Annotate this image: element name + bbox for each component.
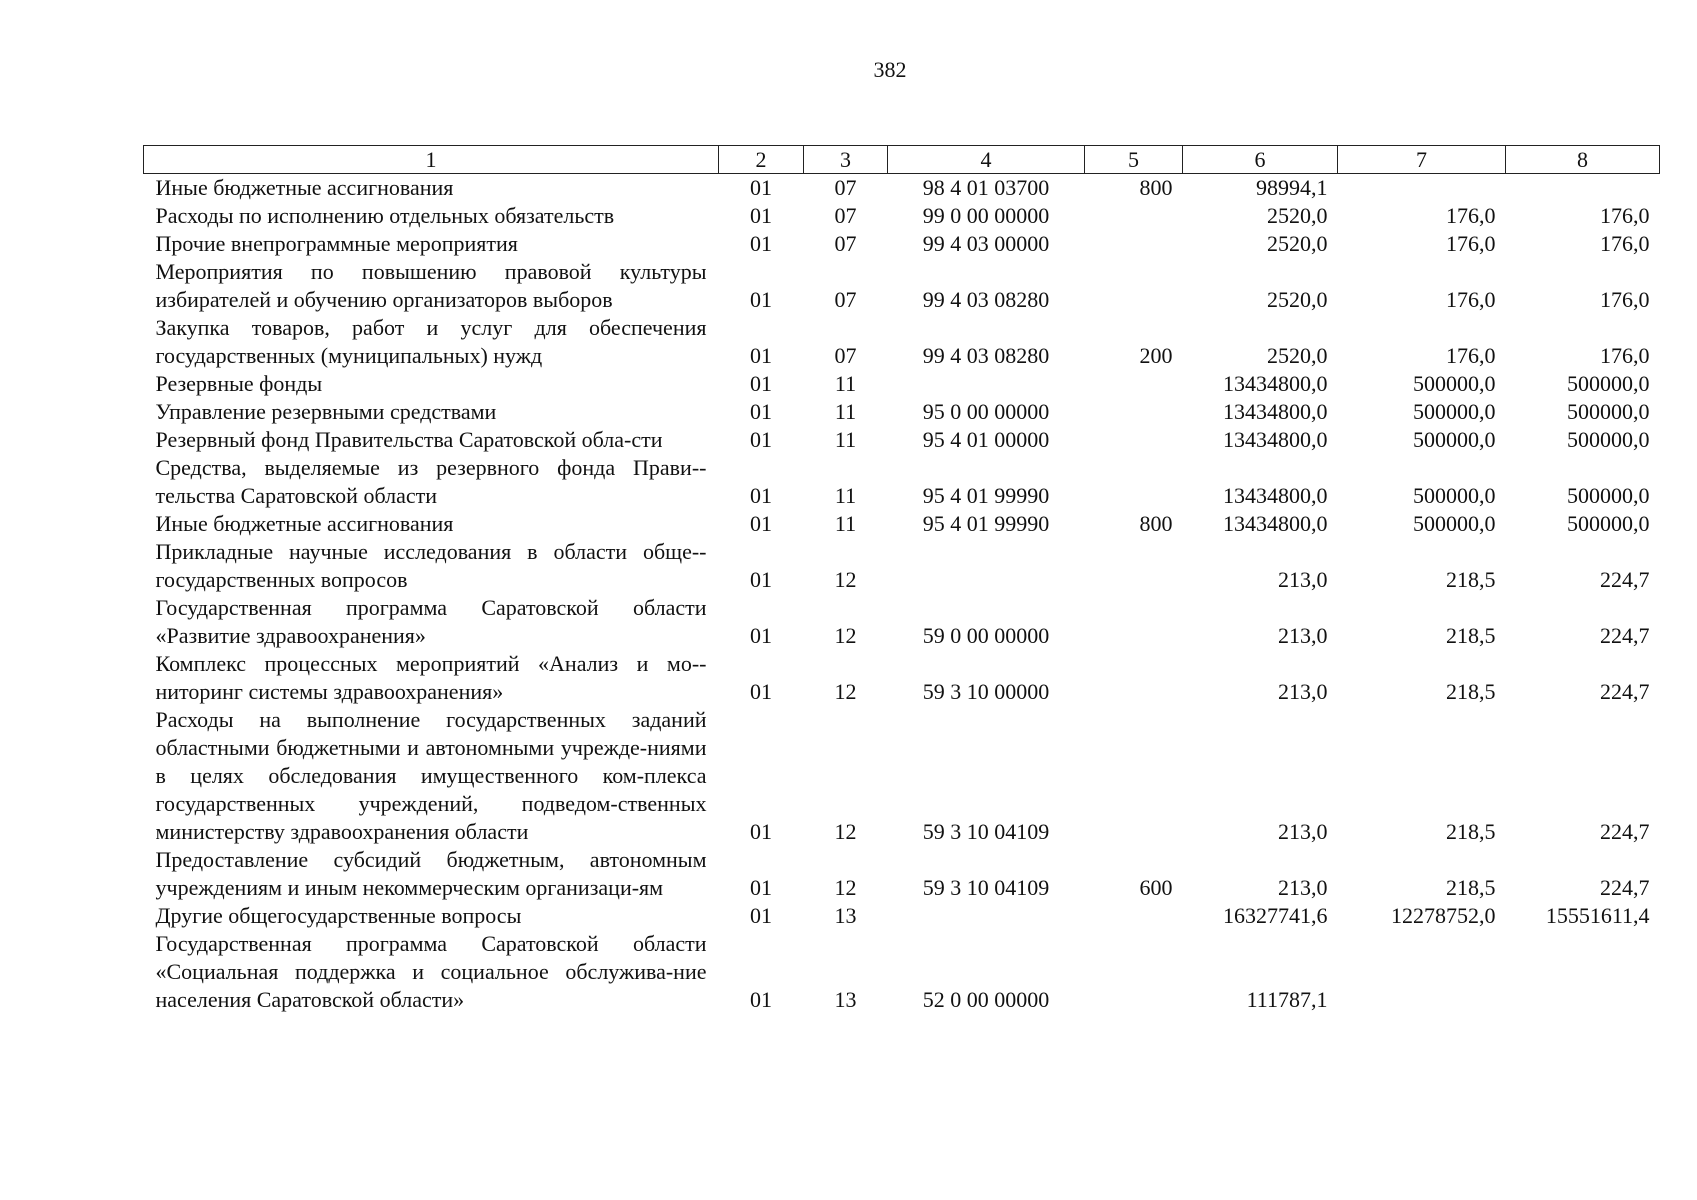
target-article: 95 4 01 00000 [922,427,1050,452]
section-code: 01 [750,679,772,704]
row-name: Резервные фонды [155,371,323,396]
target-article: 52 0 00 00000 [922,987,1050,1012]
subsection-code: 11 [834,511,857,536]
target-article: 59 3 10 04109 [922,819,1050,844]
table-row [144,706,1660,846]
subsection-code: 07 [834,203,857,228]
expense-type [1085,398,1183,426]
table-row [144,594,1660,650]
amount-col7: 218,5 [1446,819,1496,844]
amount-col6: 213,0 [1278,623,1328,648]
amount-col7: 12278752,0 [1391,903,1496,928]
section-code: 01 [750,175,772,200]
section-code: 01 [750,875,772,900]
amount-col6: 2520,0 [1267,203,1328,228]
target-article [888,538,1085,594]
target-article: 99 4 03 08280 [922,287,1050,312]
budget-table [143,145,1660,1014]
amount-col8: 500000,0 [1567,427,1650,452]
subsection-code: 07 [834,231,857,256]
subsection-code: 11 [834,371,857,396]
amount-col8 [1506,174,1660,203]
amount-col7: 218,5 [1446,567,1496,592]
amount-col6: 98994,1 [1256,175,1328,200]
subsection-code: 13 [834,903,857,928]
amount-col7: 218,5 [1446,623,1496,648]
table-row [144,258,1660,314]
table-row [144,454,1660,510]
section-code: 01 [750,231,772,256]
row-name: Резервный фонд Правительства Саратовской обла-сти [155,427,663,452]
expense-type [1085,594,1183,650]
table-row [144,510,1660,538]
amount-col7: 500000,0 [1413,511,1496,536]
subsection-code: 11 [834,483,857,508]
row-name: Мероприятия по повышению правовой культуры избирателей и обучению организаторов выборов [155,259,707,312]
expense-type: 200 [1139,343,1173,368]
amount-col6: 213,0 [1278,567,1328,592]
subsection-code: 07 [834,343,857,368]
target-article: 95 4 01 99990 [922,483,1050,508]
subsection-code: 11 [834,399,857,424]
column-header: 8 [1506,146,1660,174]
column-header: 4 [888,146,1085,174]
row-name: Закупка товаров, работ и услуг для обеспечения государственных (муниципальных) нужд [155,315,707,368]
table-row [144,650,1660,706]
table-row [144,426,1660,454]
section-code: 01 [750,399,772,424]
column-header: 7 [1338,146,1506,174]
row-name: Иные бюджетные ассигнования [155,511,454,536]
row-name: Другие общегосударственные вопросы [155,903,522,928]
amount-col6: 2520,0 [1267,287,1328,312]
amount-col8: 224,7 [1600,819,1650,844]
section-code: 01 [750,903,772,928]
amount-col7: 500000,0 [1413,399,1496,424]
amount-col8: 224,7 [1600,623,1650,648]
column-header: 1 [144,146,719,174]
subsection-code: 12 [834,623,857,648]
amount-col8: 500000,0 [1567,483,1650,508]
amount-col8: 176,0 [1600,231,1650,256]
amount-col6: 2520,0 [1267,231,1328,256]
expense-type [1085,538,1183,594]
amount-col7: 176,0 [1446,343,1496,368]
amount-col8: 224,7 [1600,679,1650,704]
amount-col8: 500000,0 [1567,399,1650,424]
amount-col7: 176,0 [1446,287,1496,312]
subsection-code: 12 [834,567,857,592]
subsection-code: 13 [834,987,857,1012]
target-article: 95 0 00 00000 [922,399,1050,424]
amount-col7: 500000,0 [1413,427,1496,452]
amount-col6: 13434800,0 [1223,371,1328,396]
column-header: 2 [719,146,804,174]
expense-type [1085,706,1183,846]
row-name: Иные бюджетные ассигнования [155,175,454,200]
section-code: 01 [750,511,772,536]
column-header: 6 [1183,146,1338,174]
expense-type [1085,930,1183,1014]
target-article: 99 0 00 00000 [922,203,1050,228]
expense-type [1085,370,1183,398]
column-header: 3 [804,146,888,174]
target-article: 99 4 03 00000 [922,231,1050,256]
amount-col6: 16327741,6 [1223,903,1328,928]
amount-col6: 13434800,0 [1223,483,1328,508]
amount-col6: 13434800,0 [1223,399,1328,424]
subsection-code: 12 [834,819,857,844]
subsection-code: 12 [834,875,857,900]
section-code: 01 [750,567,772,592]
section-code: 01 [750,623,772,648]
amount-col7: 218,5 [1446,875,1496,900]
target-article [888,902,1085,930]
table-row [144,230,1660,258]
expense-type [1085,202,1183,230]
table-header [144,146,1660,174]
amount-col6: 13434800,0 [1223,427,1328,452]
amount-col7: 176,0 [1446,203,1496,228]
amount-col8 [1506,930,1660,1014]
target-article: 59 0 00 00000 [922,623,1050,648]
table-row [144,538,1660,594]
table-row [144,202,1660,230]
expense-type [1085,650,1183,706]
expense-type [1085,230,1183,258]
subsection-code: 12 [834,679,857,704]
target-article: 99 4 03 08280 [922,343,1050,368]
row-name: Государственная программа Саратовской области «Развитие здравоохранения» [155,595,707,648]
expense-type: 600 [1139,875,1173,900]
section-code: 01 [750,343,772,368]
row-name: Предоставление субсидий бюджетным, автономным учреждениям и иным некоммерческим организаци-ям [155,847,707,900]
amount-col7: 218,5 [1446,679,1496,704]
amount-col8: 500000,0 [1567,511,1650,536]
target-article: 59 3 10 00000 [922,679,1050,704]
subsection-code: 07 [834,287,857,312]
header-row [144,146,1660,174]
amount-col6: 213,0 [1278,819,1328,844]
table-row [144,314,1660,370]
expense-type [1085,258,1183,314]
target-article: 95 4 01 99990 [922,511,1050,536]
amount-col6: 213,0 [1278,679,1328,704]
section-code: 01 [750,987,772,1012]
table-row [144,174,1660,203]
table-row [144,930,1660,1014]
target-article: 98 4 01 03700 [922,175,1050,200]
column-header: 5 [1085,146,1183,174]
amount-col7: 500000,0 [1413,371,1496,396]
amount-col6: 213,0 [1278,875,1328,900]
amount-col7 [1338,174,1506,203]
expense-type: 800 [1139,175,1173,200]
amount-col7 [1338,930,1506,1014]
row-name: Управление резервными средствами [155,399,497,424]
table-row [144,370,1660,398]
table-body [144,174,1660,1015]
amount-col8: 176,0 [1600,343,1650,368]
amount-col8: 500000,0 [1567,371,1650,396]
expense-type [1085,902,1183,930]
amount-col6: 111787,1 [1246,987,1328,1012]
section-code: 01 [750,203,772,228]
subsection-code: 11 [834,427,857,452]
section-code: 01 [750,819,772,844]
target-article [888,370,1085,398]
row-name: Расходы на выполнение государственных заданий областными бюджетными и автономными учрежде-ниями в целях обследования имущественного ком-плекса государственных учреждений, подведом-ственных министерству здравоохранения области [155,707,707,844]
table-row [144,398,1660,426]
target-article: 59 3 10 04109 [922,875,1050,900]
row-name: Прочие внепрограммные мероприятия [155,231,518,256]
section-code: 01 [750,287,772,312]
section-code: 01 [750,483,772,508]
amount-col6: 13434800,0 [1223,511,1328,536]
section-code: 01 [750,427,772,452]
amount-col8: 224,7 [1600,567,1650,592]
amount-col8: 15551611,4 [1545,903,1650,928]
amount-col7: 176,0 [1446,231,1496,256]
row-name: Государственная программа Саратовской области «Социальная поддержка и социальное обслужива-ние населения Саратовской области» [155,931,707,1012]
expense-type [1085,426,1183,454]
expense-type: 800 [1139,511,1173,536]
table-row [144,846,1660,902]
section-code: 01 [750,371,772,396]
amount-col8: 176,0 [1600,287,1650,312]
row-name: Средства, выделяемые из резервного фонда Прави-тельства Саратовской области [155,455,707,508]
subsection-code: 07 [834,175,857,200]
row-name: Расходы по исполнению отдельных обязательств [155,203,615,228]
table-row [144,902,1660,930]
row-name: Прикладные научные исследования в области обще-государственных вопросов [155,539,707,592]
expense-type [1085,454,1183,510]
amount-col7: 500000,0 [1413,483,1496,508]
amount-col8: 224,7 [1600,875,1650,900]
amount-col6: 2520,0 [1267,343,1328,368]
row-name: Комплекс процессных мероприятий «Анализ и мо-ниторинг системы здравоохранения» [155,651,707,704]
page-number: 382 [873,57,907,82]
amount-col8: 176,0 [1600,203,1650,228]
